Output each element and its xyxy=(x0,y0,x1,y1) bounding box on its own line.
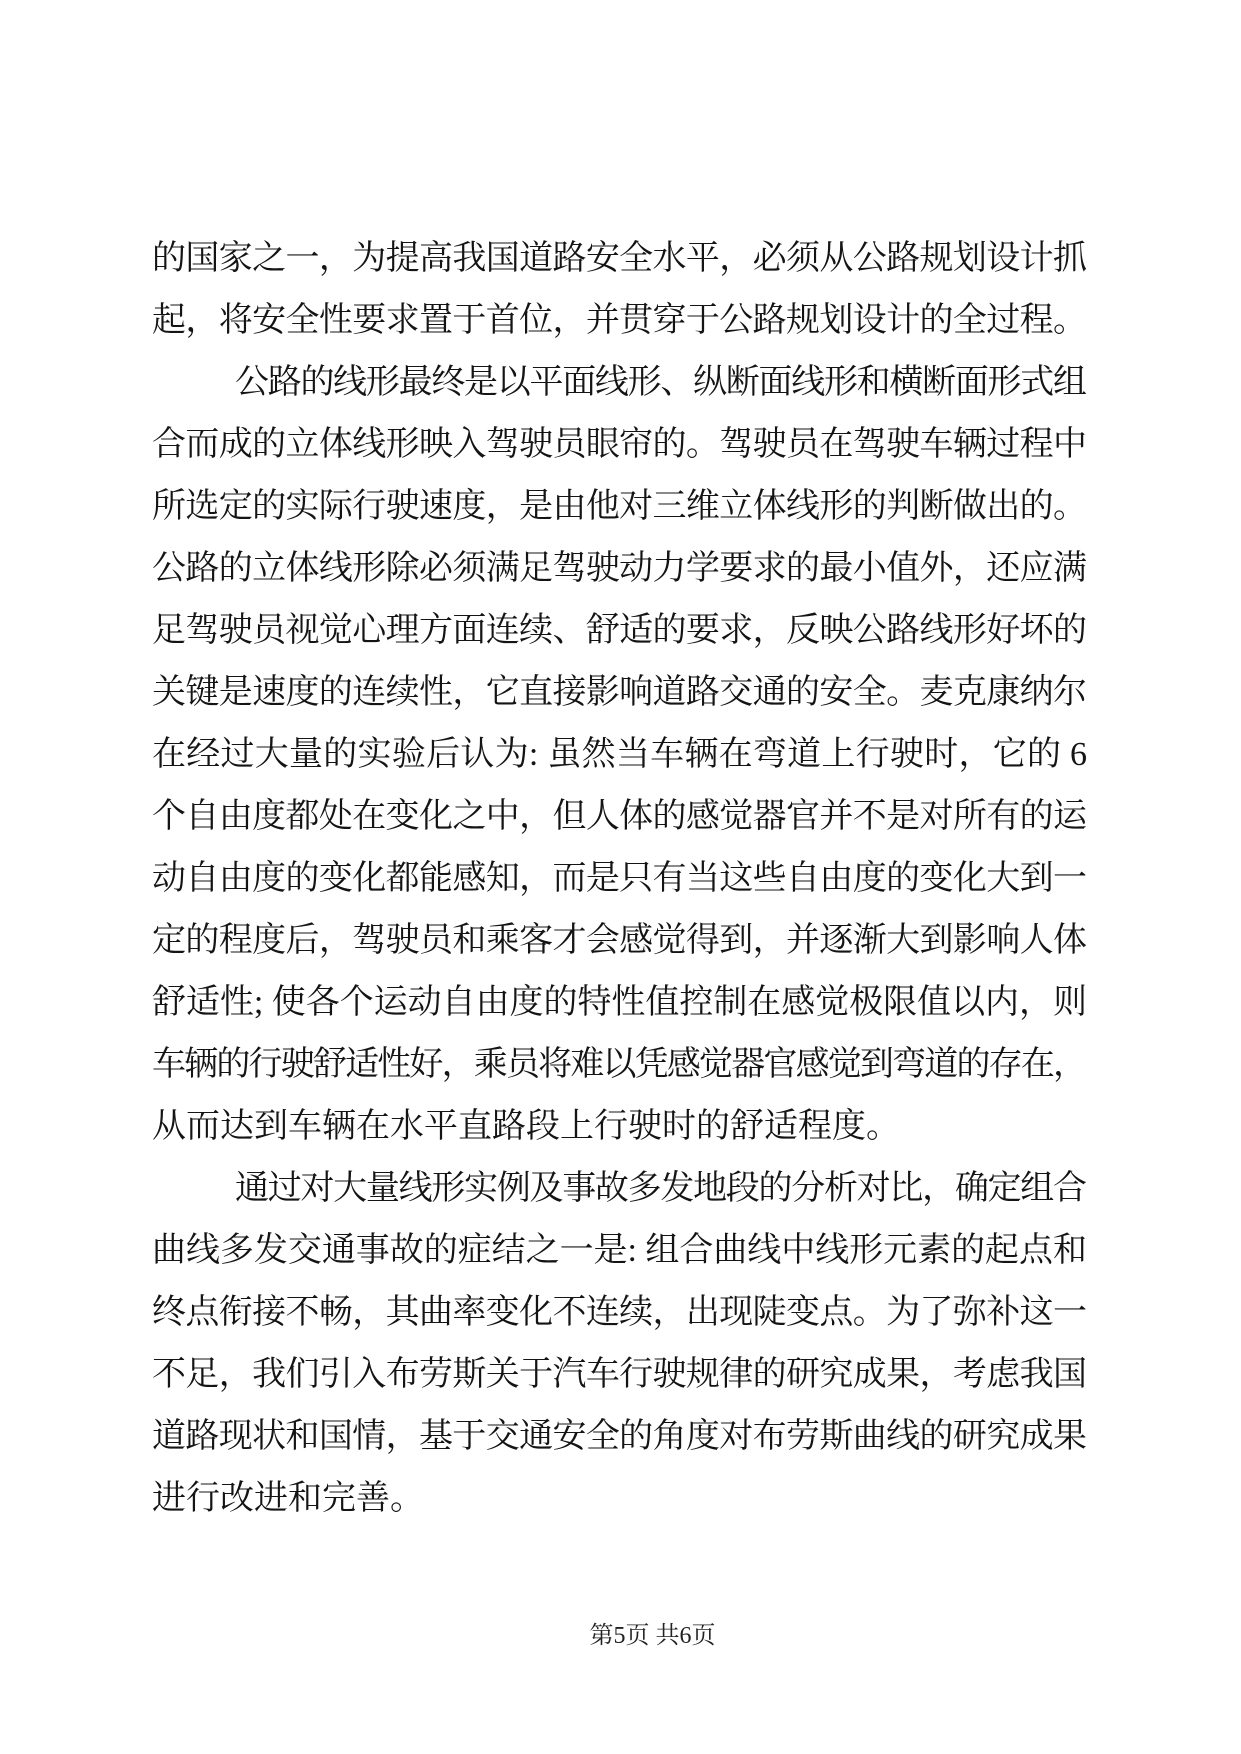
paragraph-line: 起，将安全性要求置于首位，并贯穿于公路规划设计的全过程。 xyxy=(152,302,1087,339)
page-number-footer: 第5页 共6页 xyxy=(589,1623,716,1649)
paragraph-line: 公路的线形最终是以平面线形、纵断面线形和横断面形式组 xyxy=(235,364,1086,401)
paragraph-line: 道路现状和国情，基于交通安全的角度对布劳斯曲线的研究成果 xyxy=(152,1418,1087,1455)
paragraph-line: 足驾驶员视觉心理方面连续、舒适的要求，反映公路线形好坏的 xyxy=(152,612,1087,649)
paragraph-line: 在经过大量的实验后认为: 虽然当车辆在弯道上行驶时，它的 6 xyxy=(152,736,1088,773)
paragraph-line: 动自由度的变化都能感知，而是只有当这些自由度的变化大到一 xyxy=(152,860,1087,897)
paragraph-line: 从而达到车辆在水平直路段上行驶时的舒适程度。 xyxy=(152,1108,900,1145)
paragraph-line: 所选定的实际行驶速度，是由他对三维立体线形的判断做出的。 xyxy=(152,488,1087,525)
paragraph-line: 通过对大量线形实例及事故多发地段的分析对比，确定组合 xyxy=(235,1170,1086,1207)
paragraph-line: 的国家之一，为提高我国道路安全水平，必须从公路规划设计抓 xyxy=(152,240,1087,277)
paragraph-line: 合而成的立体线形映入驾驶员眼帘的。驾驶员在驾驶车辆过程中 xyxy=(152,426,1087,463)
paragraph-line: 进行改进和完善。 xyxy=(152,1480,424,1517)
paragraph-line: 不足，我们引入布劳斯关于汽车行驶规律的研究成果，考虑我国 xyxy=(152,1356,1087,1393)
document-body-text xyxy=(152,228,1087,1530)
paragraph-line: 终点衔接不畅，其曲率变化不连续，出现陡变点。为了弥补这一 xyxy=(152,1294,1087,1331)
paragraph-line: 车辆的行驶舒适性好，乘员将难以凭感觉器官感觉到弯道的存在， xyxy=(152,1046,1086,1083)
paragraph-line: 个自由度都处在变化之中，但人体的感觉器官并不是对所有的运 xyxy=(152,798,1087,835)
paragraph-line: 曲线多发交通事故的症结之一是: 组合曲线中线形元素的起点和 xyxy=(152,1232,1087,1269)
paragraph-line: 定的程度后，驾驶员和乘客才会感觉得到，并逐渐大到影响人体 xyxy=(152,922,1087,959)
paragraph-line: 关键是速度的连续性，它直接影响道路交通的安全。麦克康纳尔 xyxy=(152,674,1087,711)
paragraph-line: 舒适性; 使各个运动自由度的特性值控制在感觉极限值以内，则 xyxy=(152,984,1087,1021)
paragraph-line: 公路的立体线形除必须满足驾驶动力学要求的最小值外，还应满 xyxy=(152,550,1087,587)
